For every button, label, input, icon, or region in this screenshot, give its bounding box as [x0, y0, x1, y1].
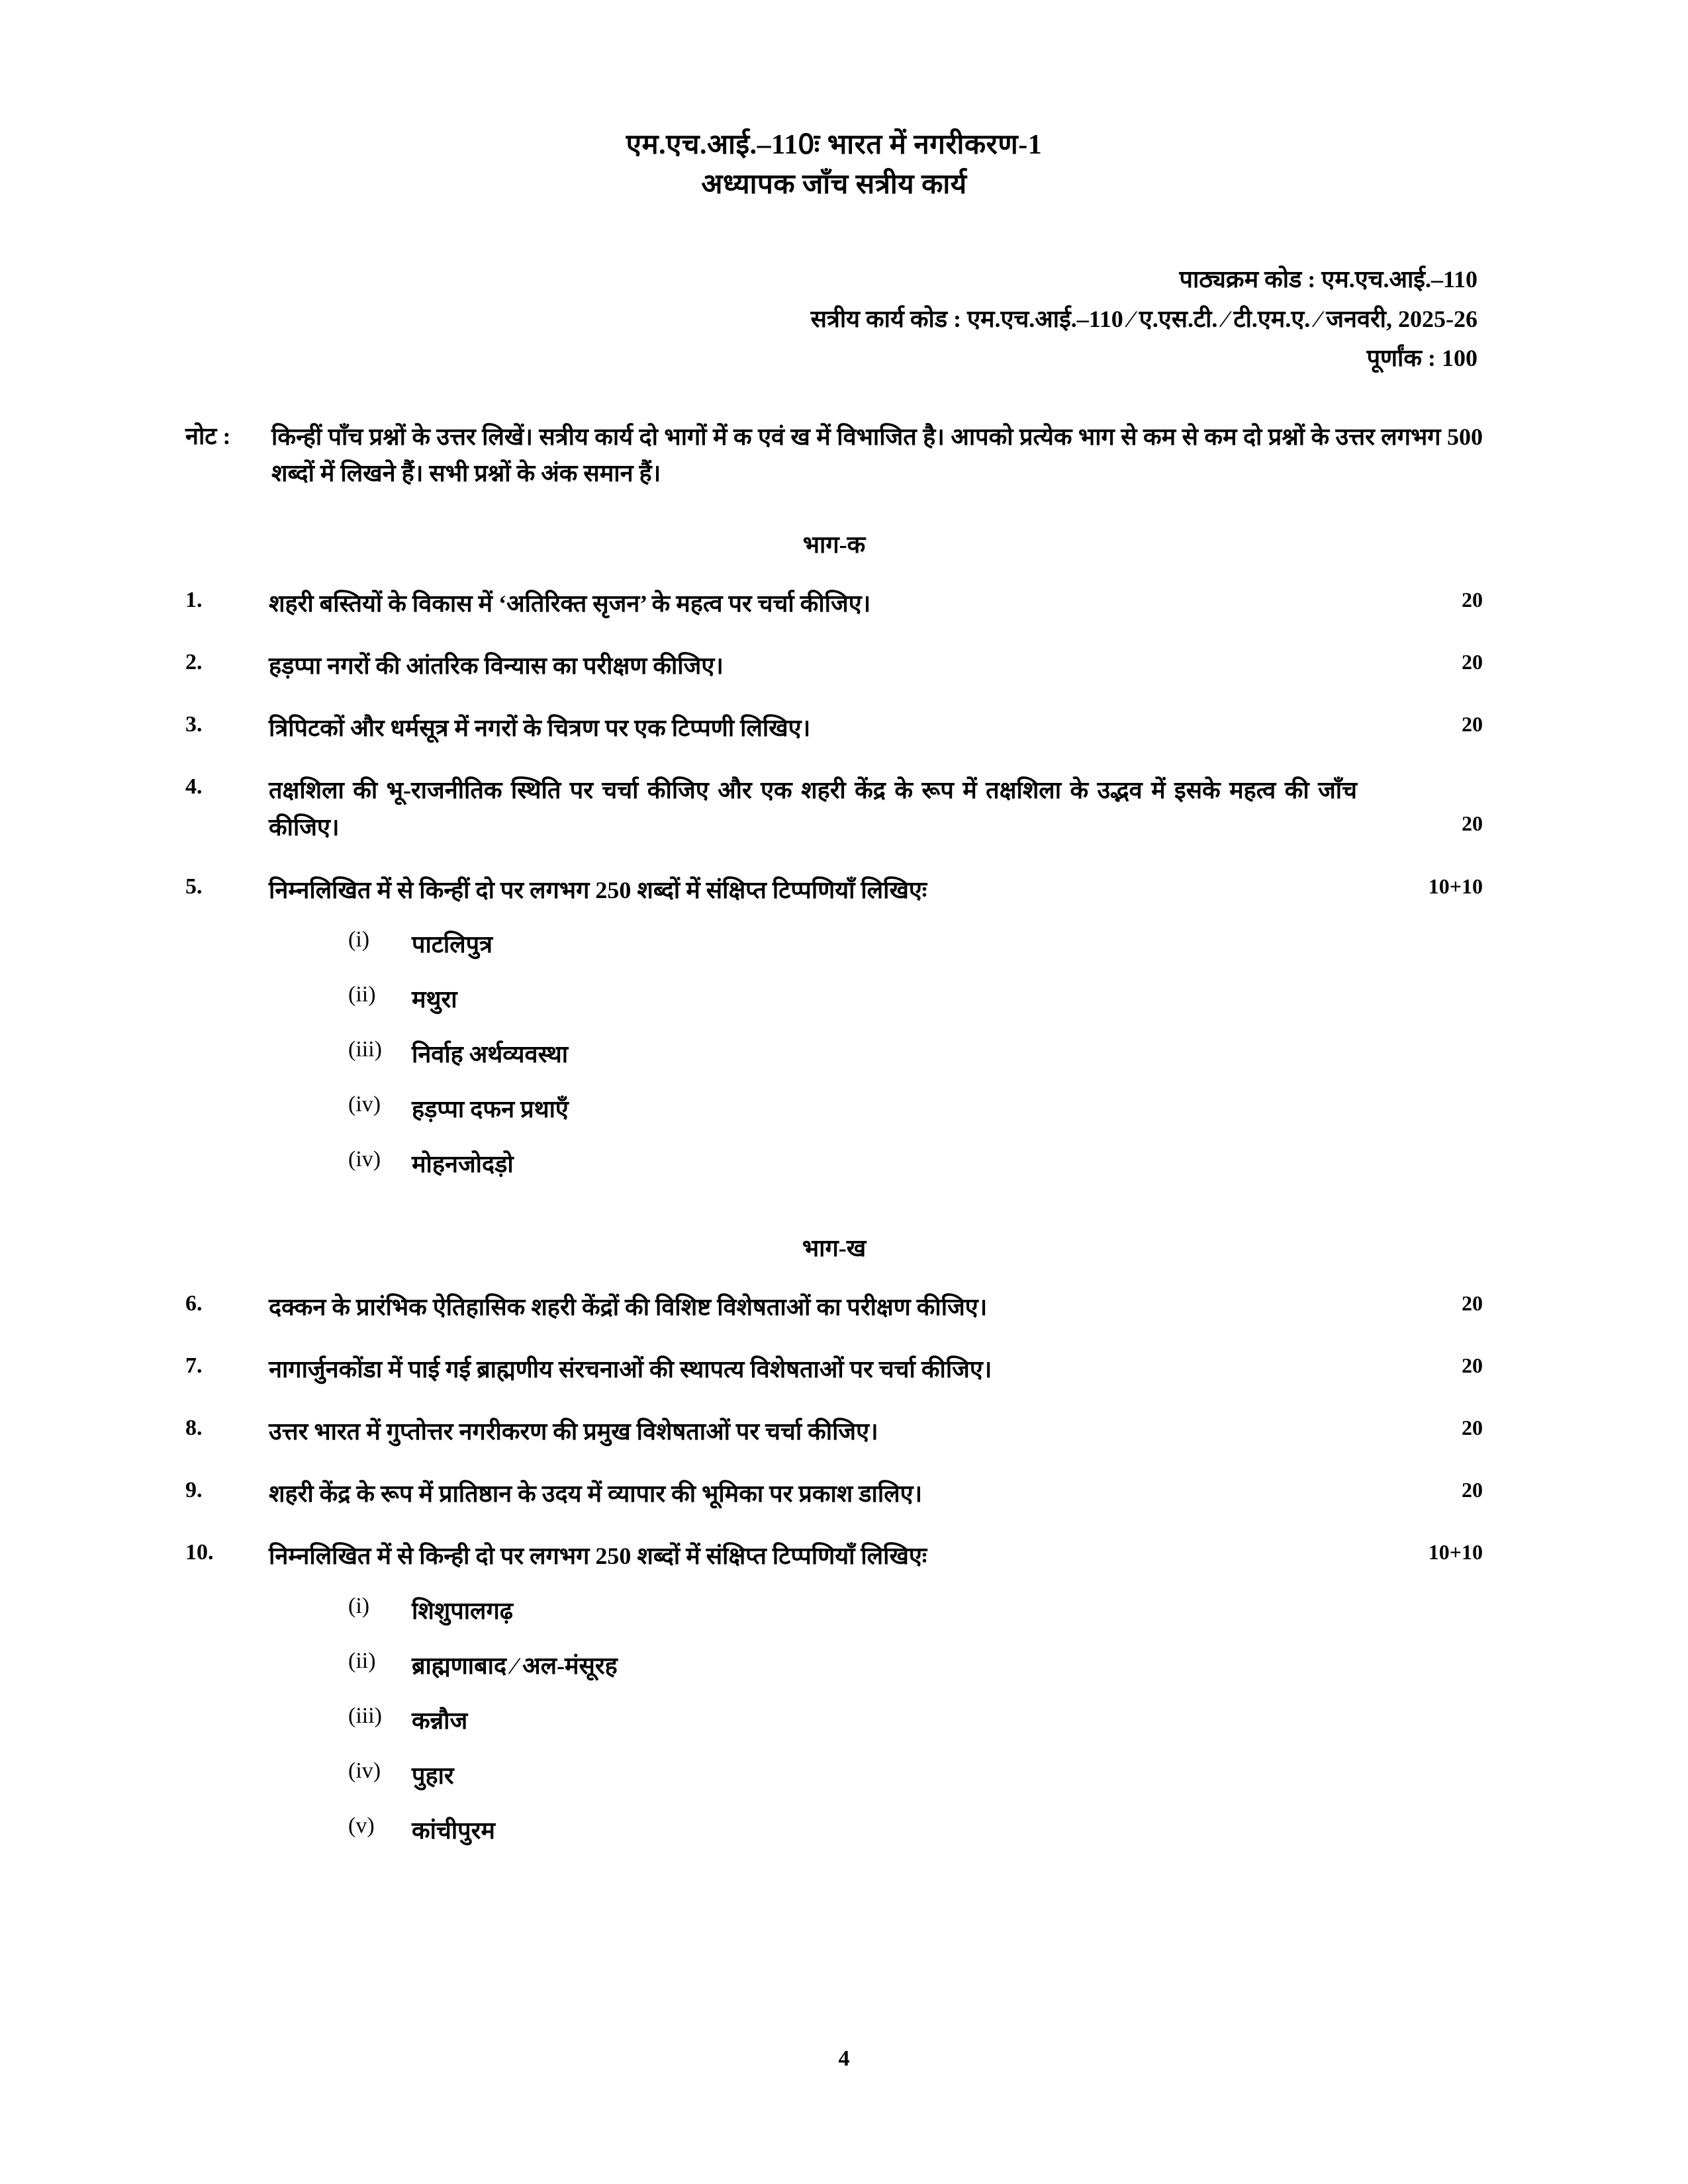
subitem-label: (v) [348, 1813, 375, 1838]
question-number: 7. [185, 1353, 203, 1378]
question-marks: 20 [1462, 587, 1483, 612]
question-marks: 20 [1462, 650, 1483, 674]
subitem-label: (iv) [348, 1091, 381, 1116]
question-subitem-list [269, 1594, 1483, 1846]
page-number: 4 [838, 2046, 850, 2071]
question-subitem-list [269, 927, 1483, 1179]
list-item [269, 1037, 1483, 1069]
question-body [269, 1537, 1483, 1845]
question-text: नागार्जुनकोंडा में पाई गई ब्राह्मणीय संरचनाओं की स्थापत्य विशेषताओं पर चर्चा कीजिए। [269, 1355, 992, 1383]
subitem-text: निर्वाह अर्थव्यवस्था [412, 1040, 569, 1068]
question-marks: 20 [1462, 1291, 1483, 1315]
list-item [269, 1813, 1483, 1846]
question-marks: 10+10 [1428, 1540, 1483, 1565]
page-content [185, 0, 1483, 1846]
question-number: 2. [185, 650, 203, 675]
subitem-label: (iv) [348, 1758, 381, 1783]
subitem-text: शिशुपालगढ़ [412, 1597, 514, 1624]
question-row [185, 1537, 1483, 1845]
subitem-text: पुहार [412, 1762, 454, 1789]
list-item [269, 1147, 1483, 1179]
question-row [185, 1475, 1483, 1512]
question-row [185, 1289, 1483, 1326]
question-number: 1. [185, 587, 203, 612]
sections-host [185, 527, 1483, 1846]
page-title-line-2: अध्यापक जाँच सत्रीय कार्य [701, 169, 967, 200]
question-text: दक्कन के प्रारंभिक ऐतिहासिक शहरी केंद्रों की विशिष्ट विशेषताओं का परीक्षण कीजिए। [269, 1293, 988, 1320]
subitem-text: मथुरा [412, 985, 457, 1013]
subitem-label: (ii) [348, 1648, 376, 1673]
question-row [185, 1413, 1483, 1450]
list-item [269, 1594, 1483, 1626]
note-label: नोट : [185, 423, 231, 450]
question-marks: 20 [1462, 1478, 1483, 1502]
subitem-text: हड़प्पा दफन प्रथाएँ [412, 1095, 569, 1122]
assignment-meta-block [185, 260, 1483, 378]
subitem-label: (i) [348, 1593, 370, 1618]
list-item [269, 1092, 1483, 1124]
question-number: 9. [185, 1478, 203, 1503]
question-text: त्रिपिटकों और धर्मसूत्र में नगरों के चित्रण पर एक टिप्पणी लिखिए। [269, 715, 811, 742]
question-number: 5. [185, 874, 203, 899]
total-marks-line: पूर्णांक : 100 [1366, 345, 1477, 372]
question-text: शहरी बस्तियों के विकास में ‘अतिरिक्त सृजन’ के महत्व पर चर्चा कीजिए। [269, 590, 871, 617]
note-text: किन्हीं पाँच प्रश्नों के उत्तर लिखें। सत्रीय कार्य दो भागों में क एवं ख में विभाजित है। आपको प्रत्येक भाग से कम से कम दो प्रश्नों के उत्तर लगभग 500 शब्दों में लिखने हैं। सभी प्रश्नों के अंक समान हैं। [271, 424, 1483, 487]
question-number: 6. [185, 1291, 203, 1316]
question-marks: 20 [1462, 712, 1483, 737]
question-body [269, 709, 1483, 747]
page-title-line-1: एम.एच.आई.–110ः भारत में नगरीकरण-1 [626, 130, 1043, 160]
subitem-text: कन्नौज [412, 1707, 468, 1734]
question-row [185, 647, 1483, 684]
subitem-label: (iii) [348, 1036, 382, 1062]
question-body [269, 1475, 1483, 1512]
question-text: तक्षशिला की भू-राजनीतिक स्थिति पर चर्चा कीजिए और एक शहरी केंद्र के रूप में तक्षशिला के उद्भव में इसके महत्व की जाँच कीजिए। [269, 777, 1357, 841]
question-number: 8. [185, 1416, 203, 1441]
question-row [185, 1351, 1483, 1388]
question-marks: 20 [1462, 1353, 1483, 1377]
subitem-text: मोहनजोदड़ो [412, 1150, 514, 1177]
subitem-text: कांचीपुरम [412, 1817, 495, 1844]
question-number: 4. [185, 774, 203, 799]
question-text: निम्नलिखित में से किन्ही दो पर लगभग 250 शब्दों में संक्षिप्त टिप्पणियाँ लिखिएः [269, 1543, 927, 1570]
section-heading: भाग-क [802, 531, 866, 558]
question-row [185, 772, 1483, 846]
subitem-label: (ii) [348, 981, 376, 1007]
question-marks: 20 [1462, 1416, 1483, 1440]
list-item [269, 927, 1483, 960]
question-text: उत्तर भारत में गुप्तोत्तर नगरीकरण की प्रमुख विशेषताओं पर चर्चा कीजिए। [269, 1418, 878, 1445]
question-row [185, 585, 1483, 622]
question-number: 10. [185, 1540, 214, 1565]
subitem-label: (i) [348, 927, 370, 952]
question-body [269, 647, 1483, 684]
question-row [185, 872, 1483, 1179]
question-body [269, 772, 1483, 846]
question-marks: 20 [1462, 811, 1483, 836]
question-marks: 10+10 [1428, 874, 1483, 898]
question-number: 3. [185, 712, 203, 737]
subitem-label: (iii) [348, 1703, 382, 1728]
list-item [269, 1704, 1483, 1736]
question-body [269, 1289, 1483, 1326]
document-title-block [185, 0, 1483, 205]
question-body [269, 872, 1483, 1179]
list-item [269, 1758, 1483, 1791]
list-item [269, 982, 1483, 1015]
question-text: हड़प्पा नगरों की आंतरिक विन्यास का परीक्षण कीजिए। [269, 653, 724, 680]
question-text: निम्नलिखित में से किन्हीं दो पर लगभग 250 शब्दों में संक्षिप्त टिप्पणियाँ लिखिएः [269, 876, 927, 903]
course-code-line: पाठ्यक्रम कोड : एम.एच.आई.–110 [1179, 266, 1477, 293]
list-item [269, 1649, 1483, 1681]
assignment-code-line: सत्रीय कार्य कोड : एम.एच.आई.–110 ⁄ ए.एस.टी. ⁄ टी.एम.ए. ⁄ जनवरी, 2025-26 [810, 305, 1477, 332]
question-body [269, 585, 1483, 622]
section-heading: भाग-ख [802, 1234, 867, 1261]
question-body [269, 1351, 1483, 1388]
question-body [269, 1413, 1483, 1450]
subitem-label: (iv) [348, 1146, 381, 1171]
question-row [185, 709, 1483, 747]
subitem-text: ब्राह्मणाबाद ⁄ अल-मंसूरह [412, 1652, 618, 1679]
note-block [185, 419, 1483, 491]
question-text: शहरी केंद्र के रूप में प्रातिष्ठान के उदय में व्यापार की भूमिका पर प्रकाश डालिए। [269, 1480, 923, 1508]
subitem-text: पाटलिपुत्र [412, 931, 492, 958]
